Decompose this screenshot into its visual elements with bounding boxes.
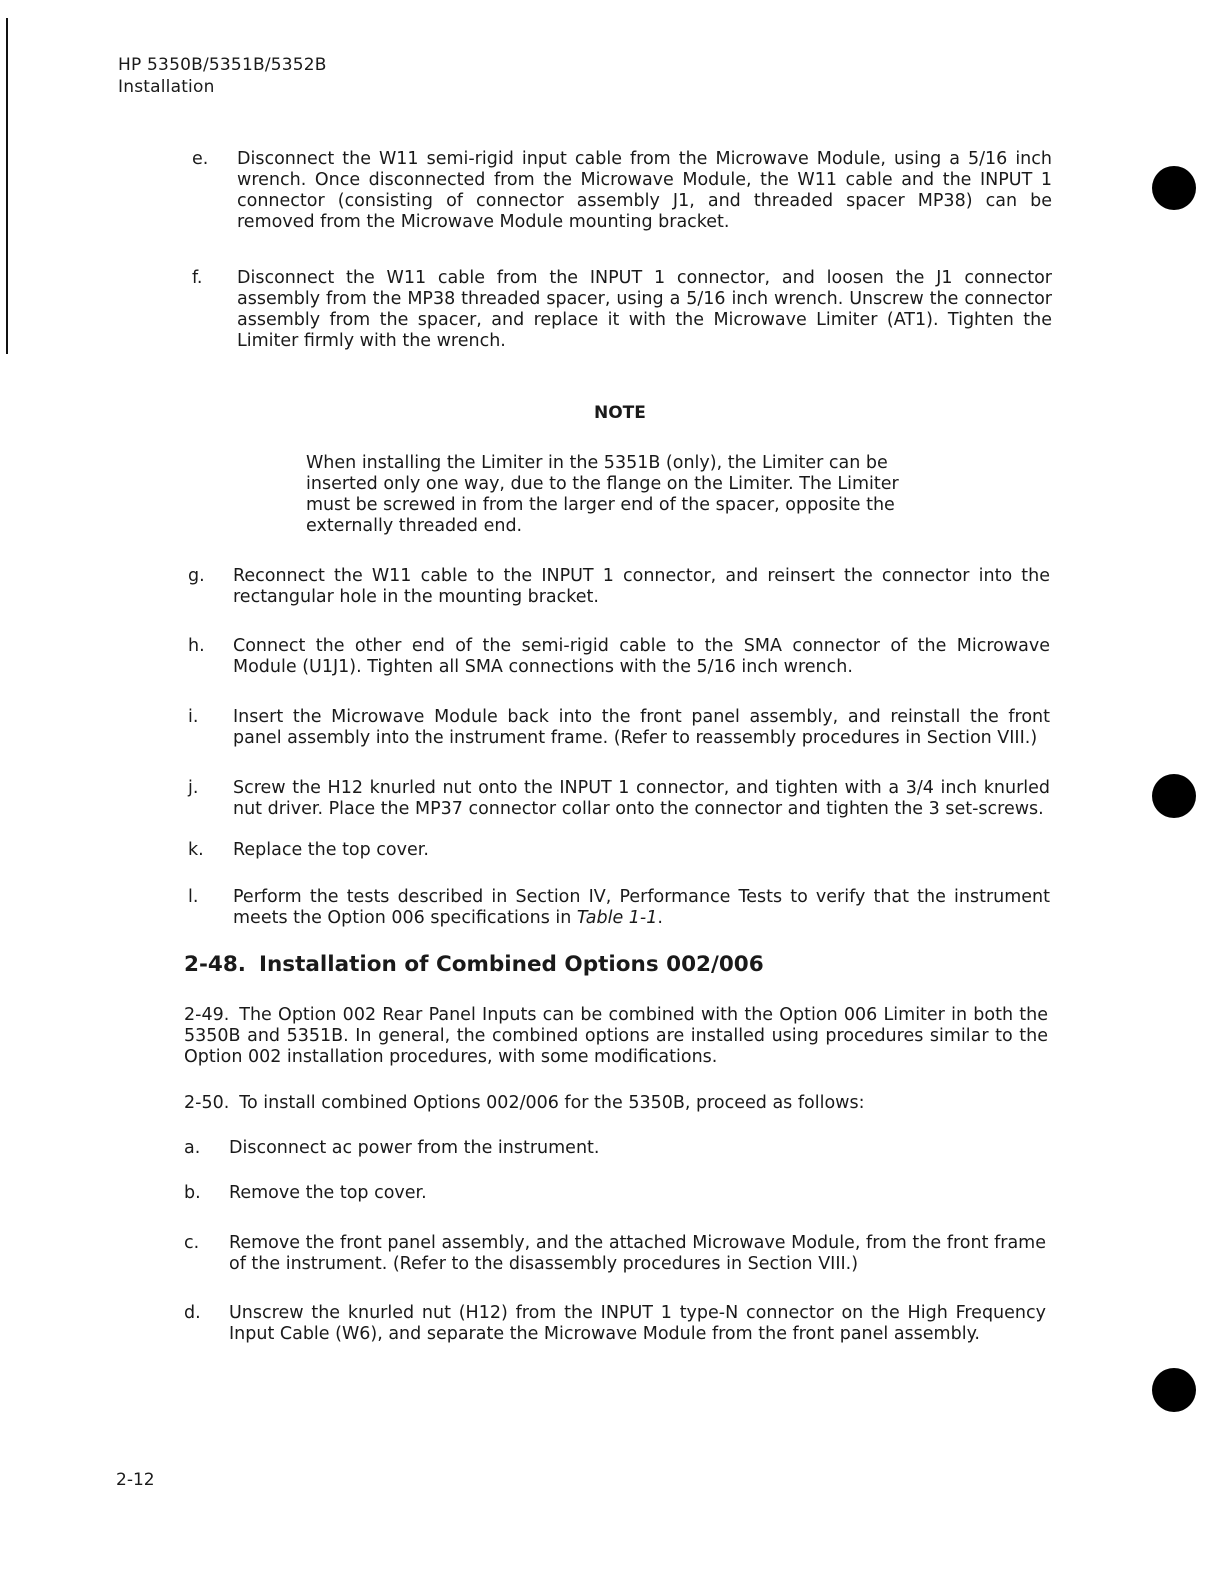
step-label: k. <box>188 840 204 860</box>
punch-hole-top <box>1152 166 1196 210</box>
step-text: Remove the front panel assembly, and the attached Microwave Module, from the front frame of the instrument. (Refer to the disassembly procedures in Section VIII.) <box>229 1233 1046 1274</box>
step-text: Replace the top cover. <box>233 840 429 860</box>
note-body: When installing the Limiter in the 5351B (only), the Limiter can be inserted only one way, due to the flange on the Limiter. The Limiter must be screwed in from the larger end of the spacer, opposite the externally threaded end. <box>306 453 899 536</box>
step-label: j. <box>188 778 199 798</box>
paragraph-2-50 <box>184 1093 1048 1114</box>
step-text: Insert the Microwave Module back into the front panel assembly, and reinstall the front panel assembly into the instrument frame. (Refer to reassembly procedures in Section VIII.) <box>233 707 1050 748</box>
paragraph-2-49 <box>184 1005 1048 1068</box>
table-reference: Table 1-1 <box>576 908 658 928</box>
header-section: Installation <box>118 77 215 97</box>
step-label: h. <box>188 636 205 656</box>
paragraph-number: 2-50. <box>184 1093 230 1113</box>
step-text: Disconnect ac power from the instrument. <box>229 1138 600 1158</box>
step-text <box>233 887 1050 929</box>
header-model: HP 5350B/5351B/5352B <box>118 55 327 75</box>
step-label: c. <box>184 1233 200 1253</box>
page-number: 2-12 <box>116 1470 155 1490</box>
section-heading <box>184 952 764 977</box>
step-label: e. <box>192 149 209 169</box>
step-text: Reconnect the W11 cable to the INPUT 1 connector, and reinsert the connector into the rectangular hole in the mounting bracket. <box>233 566 1050 607</box>
punch-hole-bottom <box>1152 1368 1196 1412</box>
punch-hole-middle <box>1152 774 1196 818</box>
step-text: Unscrew the knurled nut (H12) from the INPUT 1 type-N connector on the High Frequency Input Cable (W6), and separate the Microwave Module from the front panel assembly. <box>229 1303 1046 1344</box>
running-header <box>118 54 327 98</box>
step-label: l. <box>188 887 199 907</box>
step-label: a. <box>184 1138 201 1158</box>
paragraph-text: To install combined Options 002/006 for the 5350B, proceed as follows: <box>239 1093 865 1113</box>
paragraph-text: The Option 002 Rear Panel Inputs can be combined with the Option 006 Limiter in both the 5350B and 5351B. In general, the combined options are installed using procedures similar to the Option 002 installation procedures, with some modifications. <box>184 1005 1048 1067</box>
step-text: Disconnect the W11 semi-rigid input cable from the Microwave Module, using a 5/16 inch wrench. Once disconnected from the Microwave Module, the W11 cable and the INPUT 1 connector (consisting of connector assembly J1, and threaded spacer MP38) can be removed from the Microwave Module mounting bracket. <box>237 149 1052 232</box>
step-label: f. <box>192 268 203 288</box>
step-text-end: . <box>657 908 663 928</box>
step-label: b. <box>184 1183 201 1203</box>
section-number: 2-48. <box>184 952 246 977</box>
step-text: Disconnect the W11 cable from the INPUT 1 connector, and loosen the J1 connector assembly from the MP38 threaded spacer, using a 5/16 inch wrench. Unscrew the connector assembly from the spacer, and replace it with the Microwave Limiter (AT1). Tighten the Limiter firmly with the wrench. <box>237 268 1052 351</box>
section-title: Installation of Combined Options 002/006 <box>259 952 764 977</box>
step-label: d. <box>184 1303 201 1323</box>
step-text-start: Perform the tests described in Section IV, Performance Tests to verify that the instrument meets the Option 006 specifications in <box>233 887 1050 928</box>
step-text: Remove the top cover. <box>229 1183 427 1203</box>
paragraph-number: 2-49. <box>184 1005 230 1025</box>
step-label: g. <box>188 566 205 586</box>
binding-edge-line <box>6 18 8 354</box>
step-text: Screw the H12 knurled nut onto the INPUT 1 connector, and tighten with a 3/4 inch knurled nut driver. Place the MP37 connector collar onto the connector and tighten the 3 set-screws. <box>233 778 1050 819</box>
note-title: NOTE <box>594 403 646 423</box>
step-label: i. <box>188 707 199 727</box>
step-text: Connect the other end of the semi-rigid cable to the SMA connector of the Microwave Module (U1J1). Tighten all SMA connections with the 5/16 inch wrench. <box>233 636 1050 677</box>
